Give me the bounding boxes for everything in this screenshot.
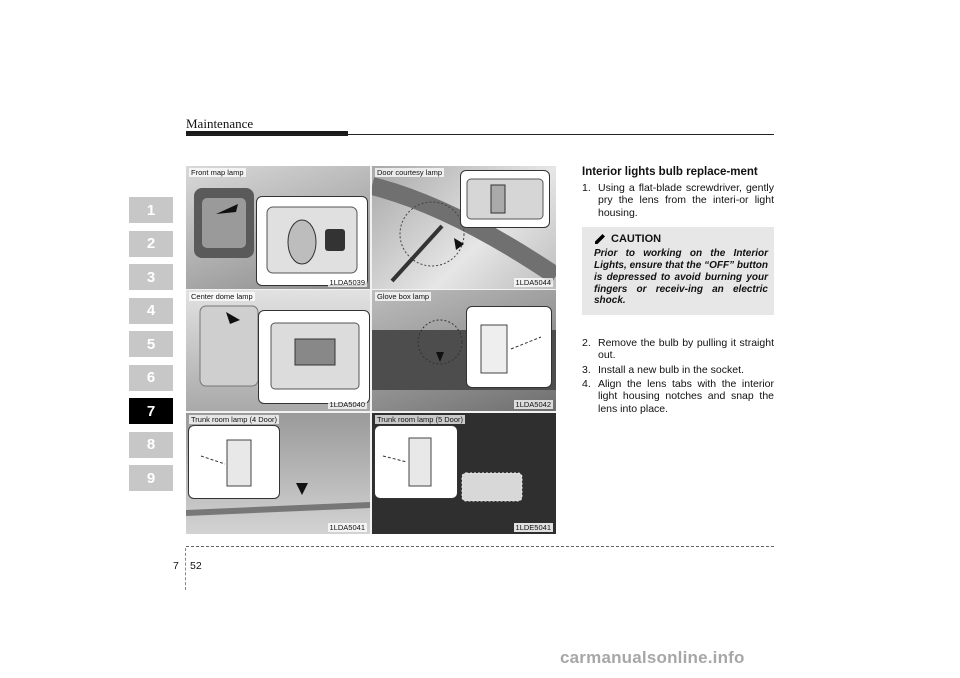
chapter-tab-4[interactable]: 4 bbox=[129, 298, 173, 324]
step-2: 2. Remove the bulb by pulling it straight out. bbox=[582, 337, 774, 362]
step-1: 1. Using a flat-blade screwdriver, gently pry the lens from the interi-or light housing. bbox=[582, 182, 774, 219]
glove-box-lamp-inset bbox=[466, 306, 552, 388]
figure-code: 1LDA5044 bbox=[515, 278, 551, 287]
figure-code: 1LDA5040 bbox=[329, 400, 365, 409]
caution-text: Prior to working on the Interior Lights, ensure that the “OFF” button is depressed to avoid burning your fingers or receiv-ing an electric shock. bbox=[594, 248, 768, 307]
chapter-tab-6[interactable]: 6 bbox=[129, 365, 173, 391]
footer-chapter-number: 7 bbox=[173, 560, 179, 572]
section-heading: Interior lights bulb replace-ment bbox=[582, 166, 758, 178]
step-3: 3. Install a new bulb in the socket. bbox=[582, 363, 744, 376]
door-courtesy-lamp-inset bbox=[460, 170, 550, 228]
figure-caption: Trunk room lamp (5 Door) bbox=[377, 415, 463, 424]
figure-caption: Trunk room lamp (4 Door) bbox=[191, 415, 277, 424]
figure-center-dome-lamp bbox=[186, 290, 370, 411]
page-header-title: Maintenance bbox=[186, 116, 254, 131]
watermark-text: carmanualsonline.info bbox=[560, 648, 745, 667]
figure-code: 1LDA5039 bbox=[329, 278, 365, 287]
footer-divider bbox=[185, 548, 186, 590]
step-4: 4. Align the lens tabs with the interior light housing notches and snap the lens into place. bbox=[582, 378, 774, 415]
figure-caption: Glove box lamp bbox=[377, 292, 430, 301]
chapter-tab-9[interactable]: 9 bbox=[129, 465, 173, 491]
center-dome-lamp-inset bbox=[258, 310, 370, 404]
caution-title: CAUTION bbox=[611, 232, 662, 245]
trunk-lamp-4door-inset bbox=[188, 425, 280, 499]
trunk-lamp-5door-inset bbox=[374, 425, 458, 499]
figure-trunk-lamp-5door bbox=[372, 413, 556, 534]
footer-page-number: 52 bbox=[190, 560, 202, 572]
figure-code: 1LDA5041 bbox=[329, 523, 365, 532]
figure-grid bbox=[186, 166, 556, 534]
footer-rule bbox=[186, 546, 774, 547]
figure-caption: Front map lamp bbox=[191, 168, 244, 177]
chapter-tab-8[interactable]: 8 bbox=[129, 432, 173, 458]
figure-caption: Door courtesy lamp bbox=[377, 168, 443, 177]
instructions-column bbox=[582, 166, 774, 417]
chapter-tab-2[interactable]: 2 bbox=[129, 231, 173, 257]
caution-box bbox=[582, 227, 774, 315]
figure-door-courtesy-lamp bbox=[372, 166, 556, 289]
figure-caption: Center dome lamp bbox=[191, 292, 253, 301]
figure-front-map-lamp bbox=[186, 166, 370, 289]
chapter-tab-1[interactable]: 1 bbox=[129, 197, 173, 223]
chapter-tabs bbox=[129, 197, 173, 499]
header-rule bbox=[186, 134, 774, 135]
chapter-tab-5[interactable]: 5 bbox=[129, 331, 173, 357]
figure-code: 1LDE5041 bbox=[515, 523, 551, 532]
figure-code: 1LDA5042 bbox=[515, 400, 551, 409]
pencil-icon bbox=[594, 233, 606, 245]
figure-trunk-lamp-4door bbox=[186, 413, 370, 534]
front-map-lamp-inset bbox=[256, 196, 368, 286]
chapter-tab-7[interactable]: 7 bbox=[129, 398, 173, 424]
chapter-tab-3[interactable]: 3 bbox=[129, 264, 173, 290]
figure-glove-box-lamp bbox=[372, 290, 556, 411]
